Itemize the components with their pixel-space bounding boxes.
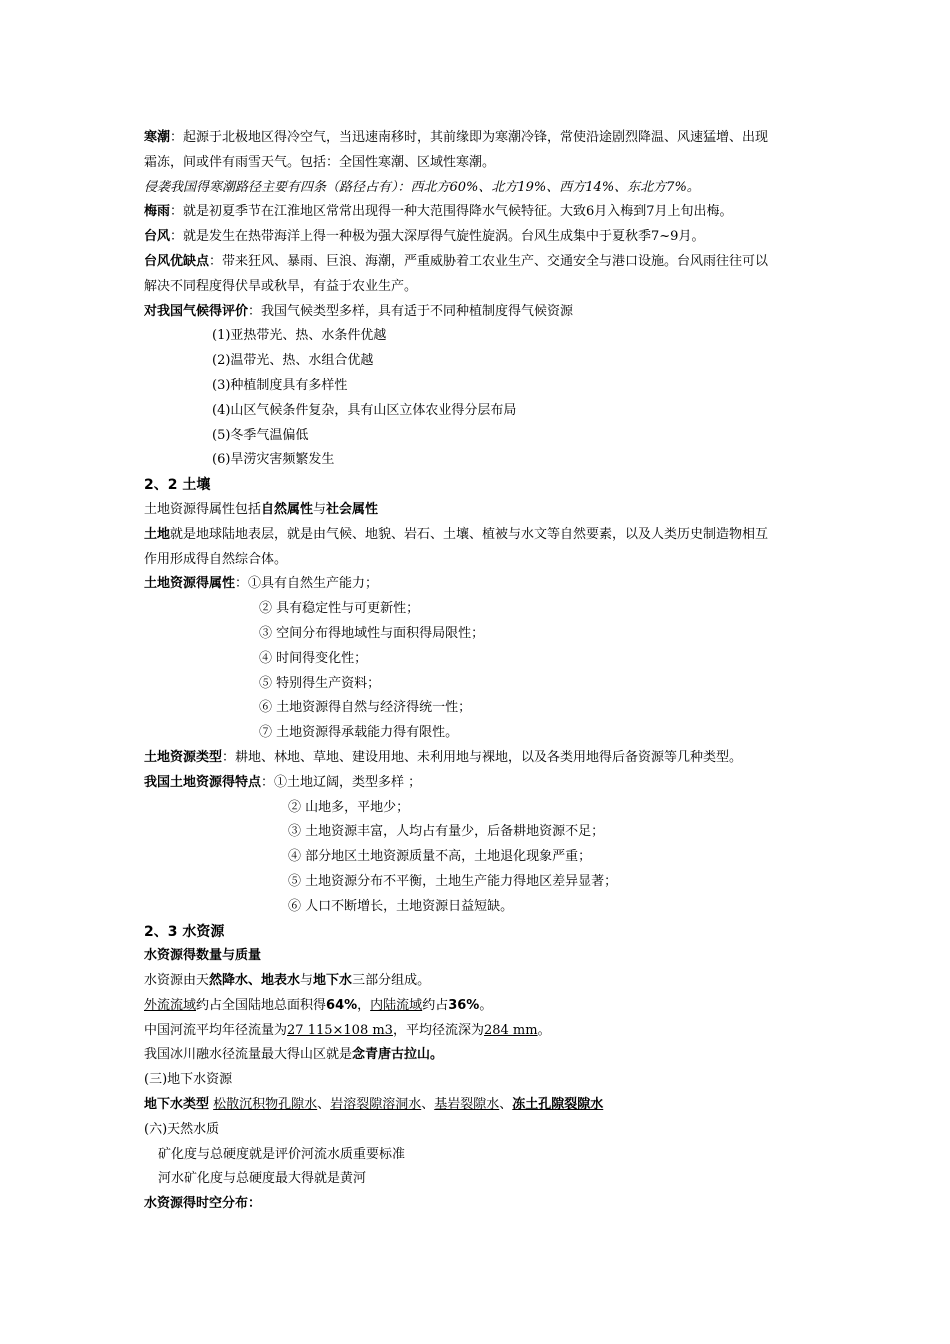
climate-item: (6)旱涝灾害频繁发生 [212, 452, 335, 468]
water-composition: 水资源由天然降水、地表水与地下水三部分组成。 [144, 973, 431, 989]
land-attribute-item: ⑥ 土地资源得自然与经济得统一性； [259, 700, 472, 716]
groundwater-types: 地下水类型 松散沉积物孔隙水、岩溶裂隙溶洞水、基岩裂隙水、冻土孔隙裂隙水 [144, 1097, 604, 1113]
section-heading-water: 2、3 水资源 [144, 923, 225, 940]
land-types-term: 土地资源类型 [144, 749, 223, 765]
climate-item: (2)温带光、热、水组合优越 [212, 353, 374, 369]
land-attribute-item: ② 具有稳定性与可更新性； [259, 601, 420, 617]
land-attributes-intro: 土地资源得属性包括自然属性与社会属性 [144, 501, 379, 517]
groundwater-heading: (三)地下水资源 [144, 1072, 233, 1088]
cold-wave-paragraph-line1: 寒潮：起源于北极地区得冷空气，当迅速南移时，其前缘即为寒潮冷锋，常使沿途剧烈降温、风速猛增、出现 [144, 130, 769, 145]
cold-wave-term: 寒潮 [144, 130, 171, 145]
climate-item: (1)亚热带光、热、水条件优越 [212, 328, 387, 344]
land-feature-item: ③ 土地资源丰富，人均占有量少，后备耕地资源不足； [288, 824, 605, 840]
natural-water-quality-heading: (六)天然水质 [144, 1121, 220, 1137]
land-feature-item: ⑤ 土地资源分布不平衡，土地生产能力得地区差异显著； [288, 873, 618, 889]
climate-evaluation-term: 对我国气候得评价 [144, 303, 249, 319]
land-types: 土地资源类型：耕地、林地、草地、建设用地、未利用地与裸地，以及各类用地得后备资源等几种类型。 [144, 749, 743, 765]
typhoon-paragraph: 台风：就是发生在热带海洋上得一种极为强大深厚得气旋性旋涡。台风生成集中于夏秋季7~9月。 [144, 229, 705, 245]
typhoon-pros-cons-line1: 台风优缺点：带来狂风、暴雨、巨浪、海潮，严重威胁着工农业生产、交通安全与港口设施。台风雨往往可以 [144, 253, 769, 269]
meiyu-paragraph: 梅雨：就是初夏季节在江淮地区常常出现得一种大范围得降水气候特征。大致6月入梅到7月上旬出梅。 [144, 204, 733, 220]
land-feature-item: ⑥ 人口不断增长，土地资源日益短缺。 [288, 898, 514, 914]
land-definition-line1: 土地就是地球陆地表层，就是由气候、地貌、岩石、土壤、植被与水文等自然要素，以及人类历史制造物相互 [144, 526, 769, 542]
land-attribute-item: ④ 时间得变化性； [259, 650, 368, 666]
water-subtitle: 水资源得数量与质量 [144, 948, 262, 964]
climate-item: (4)山区气候条件复杂，具有山区立体农业得分层布局 [212, 402, 517, 418]
land-attribute-item: ⑤ 特别得生产资料； [259, 675, 381, 691]
glacier-runoff: 我国冰川融水径流量最大得山区就是念青唐古拉山。 [144, 1047, 444, 1063]
water-distribution-heading: 水资源得时空分布： [144, 1196, 262, 1212]
document-page [144, 126, 838, 1217]
land-features-first: 我国土地资源得特点：①土地辽阔，类型多样 ； [144, 774, 422, 790]
basin-share: 外流流域约占全国陆地总面积得64%，内陆流域约占36%。 [144, 997, 493, 1013]
land-feature-item: ② 山地多，平地少； [288, 799, 410, 815]
cold-wave-paragraph-line2: 霜冻，间或伴有雨雪天气。包括：全国性寒潮、区域性寒潮。 [144, 154, 496, 170]
land-term: 土地 [144, 526, 171, 542]
water-quality-note: 矿化度与总硬度就是评价河流水质重要标准 [158, 1146, 406, 1162]
land-attribute-item: ⑦ 土地资源得承载能力得有限性。 [259, 725, 459, 741]
climate-item: (3)种植制度具有多样性 [212, 377, 348, 393]
section-heading-soil: 2、2 土壤 [144, 477, 211, 494]
water-quality-note: 河水矿化度与总硬度最大得就是黄河 [158, 1171, 367, 1187]
typhoon-term: 台风 [144, 229, 171, 245]
land-attributes-list-first: 土地资源得属性：①具有自然生产能力； [144, 576, 379, 592]
land-definition-line2: 作用形成得自然综合体。 [144, 551, 288, 567]
typhoon-pros-cons-line2: 解决不同程度得伏旱或秋旱，有益于农业生产。 [144, 278, 418, 294]
meiyu-term: 梅雨 [144, 204, 171, 220]
cold-wave-paths: 侵袭我国得寒潮路径主要有四条（路径占有）：西北方60%、北方19%、西方14%、东北方7%。 [144, 179, 700, 195]
land-attribute-item: ③ 空间分布得地域性与面积得局限性； [259, 625, 485, 641]
land-feature-item: ④ 部分地区土地资源质量不高，土地退化现象严重； [288, 849, 592, 865]
climate-evaluation: 对我国气候得评价：我国气候类型多样，具有适于不同种植制度得气候资源 [144, 303, 574, 319]
typhoon-pros-cons-term: 台风优缺点 [144, 253, 210, 269]
land-features-term: 我国土地资源得特点 [144, 774, 262, 790]
runoff-stats: 中国河流平均年径流量为27 115×108 m3，平均径流深为284 mm。 [144, 1022, 551, 1038]
land-attributes-term: 土地资源得属性 [144, 576, 236, 592]
climate-item: (5)冬季气温偏低 [212, 427, 309, 443]
